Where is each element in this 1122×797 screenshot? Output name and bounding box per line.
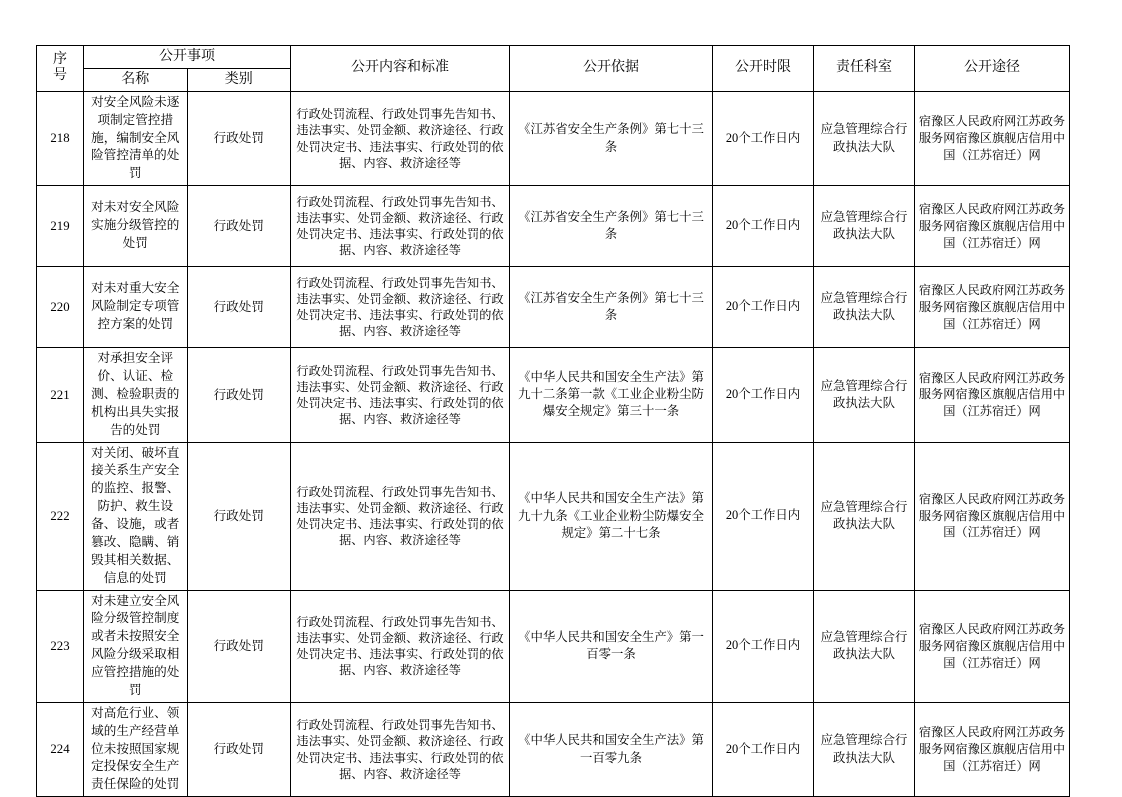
cell-department: 应急管理综合行政执法大队 (814, 267, 915, 348)
cell-seq: 218 (37, 91, 84, 185)
cell-content: 行政处罚流程、行政处罚事先告知书、违法事实、处罚金额、救济途径、行政处罚决定书、违法事实、行政处罚的依据、内容、救济途径等 (291, 267, 510, 348)
cell-name: 对高危行业、领域的生产经营单位未按照国家规定投保安全生产责任保险的处罚 (84, 702, 188, 796)
public-items-table (36, 45, 1070, 797)
cell-time-limit: 20个工作日内 (713, 702, 814, 796)
table-row (37, 267, 1070, 348)
table-row (37, 590, 1070, 702)
cell-time-limit: 20个工作日内 (713, 267, 814, 348)
cell-channel: 宿豫区人民政府网江苏政务服务网宿豫区旗舰店信用中国（江苏宿迁）网 (915, 91, 1070, 185)
cell-type: 行政处罚 (187, 702, 291, 796)
cell-channel: 宿豫区人民政府网江苏政务服务网宿豫区旗舰店信用中国（江苏宿迁）网 (915, 186, 1070, 267)
table-header (37, 46, 1070, 92)
header-row-top (37, 46, 1070, 69)
cell-name: 对未对重大安全风险制定专项管控方案的处罚 (84, 267, 188, 348)
cell-name: 对关闭、破坏直接关系生产安全的监控、报警、防护、救生设备、设施，或者篡改、隐瞒、销毁其相关数据、信息的处罚 (84, 442, 188, 590)
cell-basis: 《江苏省安全生产条例》第七十三条 (510, 267, 713, 348)
table-row (37, 348, 1070, 442)
cell-seq: 223 (37, 590, 84, 702)
cell-content: 行政处罚流程、行政处罚事先告知书、违法事实、处罚金额、救济途径、行政处罚决定书、违法事实、行政处罚的依据、内容、救济途径等 (291, 91, 510, 185)
table-row (37, 702, 1070, 796)
cell-type: 行政处罚 (187, 442, 291, 590)
cell-channel: 宿豫区人民政府网江苏政务服务网宿豫区旗舰店信用中国（江苏宿迁）网 (915, 702, 1070, 796)
column-header-seq (37, 46, 84, 92)
column-header-time-limit: 公开时限 (713, 46, 814, 92)
cell-basis: 《中华人民共和国安全生产法》第九十九条《工业企业粉尘防爆安全规定》第二十七条 (510, 442, 713, 590)
cell-name: 对未对安全风险实施分级管控的处罚 (84, 186, 188, 267)
seq-header-line-2: 号 (53, 68, 67, 84)
cell-department: 应急管理综合行政执法大队 (814, 91, 915, 185)
cell-content: 行政处罚流程、行政处罚事先告知书、违法事实、处罚金额、救济途径、行政处罚决定书、违法事实、行政处罚的依据、内容、救济途径等 (291, 702, 510, 796)
cell-basis: 《江苏省安全生产条例》第七十三条 (510, 91, 713, 185)
cell-channel: 宿豫区人民政府网江苏政务服务网宿豫区旗舰店信用中国（江苏宿迁）网 (915, 267, 1070, 348)
cell-seq: 221 (37, 348, 84, 442)
cell-seq: 220 (37, 267, 84, 348)
table-row (37, 91, 1070, 185)
cell-basis: 《中华人民共和国安全生产法》第九十二条第一款《工业企业粉尘防爆安全规定》第三十一条 (510, 348, 713, 442)
cell-department: 应急管理综合行政执法大队 (814, 702, 915, 796)
column-header-public-item-group: 公开事项 (84, 46, 291, 69)
column-header-department: 责任科室 (814, 46, 915, 92)
cell-name: 对安全风险未逐项制定管控措施，编制安全风险管控清单的处罚 (84, 91, 188, 185)
cell-department: 应急管理综合行政执法大队 (814, 590, 915, 702)
table-row (37, 186, 1070, 267)
cell-department: 应急管理综合行政执法大队 (814, 348, 915, 442)
column-header-content-standard: 公开内容和标准 (291, 46, 510, 92)
cell-name: 对承担安全评价、认证、检测、检验职责的机构出具失实报告的处罚 (84, 348, 188, 442)
cell-content: 行政处罚流程、行政处罚事先告知书、违法事实、处罚金额、救济途径、行政处罚决定书、违法事实、行政处罚的依据、内容、救济途径等 (291, 348, 510, 442)
cell-time-limit: 20个工作日内 (713, 186, 814, 267)
cell-time-limit: 20个工作日内 (713, 590, 814, 702)
column-header-channel: 公开途径 (915, 46, 1070, 92)
cell-department: 应急管理综合行政执法大队 (814, 442, 915, 590)
cell-name: 对未建立安全风险分级管控制度或者未按照安全风险分级采取相应管控措施的处罚 (84, 590, 188, 702)
cell-time-limit: 20个工作日内 (713, 442, 814, 590)
cell-time-limit: 20个工作日内 (713, 91, 814, 185)
table-row (37, 442, 1070, 590)
cell-seq: 222 (37, 442, 84, 590)
cell-basis: 《中华人民共和国安全生产》第一百零一条 (510, 590, 713, 702)
cell-type: 行政处罚 (187, 348, 291, 442)
cell-seq: 224 (37, 702, 84, 796)
cell-content: 行政处罚流程、行政处罚事先告知书、违法事实、处罚金额、救济途径、行政处罚决定书、违法事实、行政处罚的依据、内容、救济途径等 (291, 590, 510, 702)
cell-content: 行政处罚流程、行政处罚事先告知书、违法事实、处罚金额、救济途径、行政处罚决定书、违法事实、行政处罚的依据、内容、救济途径等 (291, 442, 510, 590)
column-header-basis: 公开依据 (510, 46, 713, 92)
cell-type: 行政处罚 (187, 590, 291, 702)
column-header-name: 名称 (84, 68, 188, 91)
cell-time-limit: 20个工作日内 (713, 348, 814, 442)
cell-seq: 219 (37, 186, 84, 267)
cell-type: 行政处罚 (187, 267, 291, 348)
cell-content: 行政处罚流程、行政处罚事先告知书、违法事实、处罚金额、救济途径、行政处罚决定书、违法事实、行政处罚的依据、内容、救济途径等 (291, 186, 510, 267)
cell-basis: 《中华人民共和国安全生产法》第一百零九条 (510, 702, 713, 796)
cell-type: 行政处罚 (187, 186, 291, 267)
column-header-type: 类别 (187, 68, 291, 91)
cell-channel: 宿豫区人民政府网江苏政务服务网宿豫区旗舰店信用中国（江苏宿迁）网 (915, 590, 1070, 702)
table-body (37, 91, 1070, 796)
cell-channel: 宿豫区人民政府网江苏政务服务网宿豫区旗舰店信用中国（江苏宿迁）网 (915, 348, 1070, 442)
cell-basis: 《江苏省安全生产条例》第七十三条 (510, 186, 713, 267)
cell-channel: 宿豫区人民政府网江苏政务服务网宿豫区旗舰店信用中国（江苏宿迁）网 (915, 442, 1070, 590)
seq-header-line-1: 序 (53, 52, 67, 68)
cell-department: 应急管理综合行政执法大队 (814, 186, 915, 267)
cell-type: 行政处罚 (187, 91, 291, 185)
